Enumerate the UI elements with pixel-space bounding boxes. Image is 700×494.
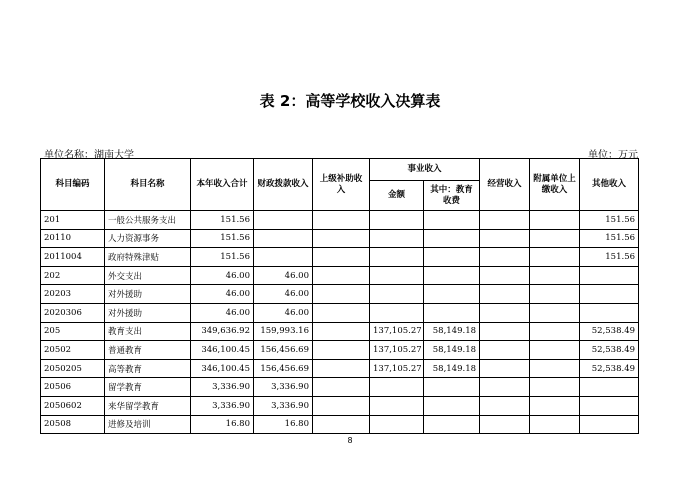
cell-business-amount: 137,105.27 [370,341,424,360]
cell-total: 46.00 [191,303,254,322]
cell-affiliated [530,285,580,304]
cell-business-amount [370,285,424,304]
cell-business-amount [370,396,424,415]
cell-business-amount [370,229,424,248]
table-row [41,229,639,248]
cell-business-amount [370,303,424,322]
table-row [41,322,639,341]
cell-fiscal: 46.00 [254,303,313,322]
cell-business-amount: 137,105.27 [370,322,424,341]
cell-total: 3,336.90 [191,396,254,415]
cell-total: 151.56 [191,248,254,267]
table-row [41,248,639,267]
cell-business-edu [424,266,480,285]
cell-other: 52,538.49 [580,359,639,378]
cell-fiscal: 3,336.90 [254,396,313,415]
cell-business-edu [424,285,480,304]
cell-superior [313,359,370,378]
cell-name: 人力资源事务 [105,229,191,248]
cell-other: 151.56 [580,248,639,267]
cell-other [580,266,639,285]
cell-code: 20502 [41,341,105,360]
header-operating: 经营收入 [480,159,530,211]
cell-business-amount [370,211,424,230]
cell-affiliated [530,359,580,378]
cell-other: 52,538.49 [580,322,639,341]
cell-other [580,378,639,397]
cell-name: 教育支出 [105,322,191,341]
cell-operating [480,266,530,285]
unit-measure: 单位：万元 [588,150,638,161]
cell-code: 2050602 [41,396,105,415]
cell-other [580,303,639,322]
header-fiscal: 财政拨款收入 [254,159,313,211]
header-code: 科目编码 [41,159,105,211]
cell-name: 政府特殊津贴 [105,248,191,267]
cell-code: 2011004 [41,248,105,267]
cell-affiliated [530,415,580,434]
cell-code: 20203 [41,285,105,304]
cell-total: 349,636.92 [191,322,254,341]
cell-superior [313,396,370,415]
header-annual-income: 本年收入合计 [191,159,254,211]
cell-operating [480,341,530,360]
header-superior: 上级补助收入 [313,159,370,211]
cell-business-amount [370,378,424,397]
cell-other [580,285,639,304]
cell-business-edu [424,211,480,230]
cell-superior [313,229,370,248]
cell-code: 20506 [41,378,105,397]
table-row [41,211,639,230]
table-row [41,396,639,415]
table-row [41,378,639,397]
cell-affiliated [530,341,580,360]
header-other: 其他收入 [580,159,639,211]
header-business-edu: 其中：教育收费 [424,181,480,211]
cell-total: 46.00 [191,266,254,285]
cell-fiscal [254,248,313,267]
cell-superior [313,303,370,322]
cell-name: 来华留学教育 [105,396,191,415]
cell-total: 346,100.45 [191,341,254,360]
cell-superior [313,378,370,397]
table-row [41,341,639,360]
cell-code: 2020306 [41,303,105,322]
cell-operating [480,229,530,248]
cell-business-amount: 137,105.27 [370,359,424,378]
cell-name: 一般公共服务支出 [105,211,191,230]
cell-affiliated [530,229,580,248]
page-title: 表 2：高等学校收入决算表 [259,92,441,110]
cell-business-edu [424,396,480,415]
cell-fiscal: 159,993.16 [254,322,313,341]
cell-other: 151.56 [580,229,639,248]
cell-business-amount [370,248,424,267]
cell-affiliated [530,248,580,267]
cell-total: 16.80 [191,415,254,434]
cell-operating [480,248,530,267]
cell-superior [313,211,370,230]
cell-fiscal: 46.00 [254,285,313,304]
cell-total: 151.56 [191,211,254,230]
cell-operating [480,303,530,322]
cell-affiliated [530,211,580,230]
cell-total: 151.56 [191,229,254,248]
cell-other [580,396,639,415]
cell-name: 对外援助 [105,285,191,304]
cell-affiliated [530,396,580,415]
cell-business-edu [424,415,480,434]
table-row [41,285,639,304]
table-row [41,359,639,378]
cell-superior [313,322,370,341]
cell-superior [313,341,370,360]
cell-operating [480,285,530,304]
cell-name: 普通教育 [105,341,191,360]
cell-business-edu [424,248,480,267]
cell-affiliated [530,378,580,397]
cell-fiscal [254,211,313,230]
cell-operating [480,359,530,378]
cell-business-edu: 58,149.18 [424,359,480,378]
income-table [40,158,639,434]
cell-business-edu: 58,149.18 [424,322,480,341]
cell-code: 205 [41,322,105,341]
cell-business-amount [370,266,424,285]
cell-name: 进修及培训 [105,415,191,434]
header-business: 事业收入 [370,159,480,181]
cell-other: 52,538.49 [580,341,639,360]
cell-fiscal [254,229,313,248]
table-row [41,415,639,434]
page-number: 8 [347,436,353,445]
cell-code: 20508 [41,415,105,434]
table-row [41,303,639,322]
cell-affiliated [530,322,580,341]
cell-name: 留学教育 [105,378,191,397]
cell-other: 151.56 [580,211,639,230]
cell-affiliated [530,266,580,285]
cell-operating [480,378,530,397]
cell-business-edu [424,378,480,397]
cell-fiscal: 16.80 [254,415,313,434]
unit-name: 单位名称：湖南大学 [44,150,134,161]
cell-code: 2050205 [41,359,105,378]
cell-business-amount [370,415,424,434]
cell-superior [313,266,370,285]
cell-business-edu [424,303,480,322]
cell-fiscal: 156,456.69 [254,359,313,378]
cell-total: 346,100.45 [191,359,254,378]
cell-superior [313,248,370,267]
header-business-amount: 金额 [370,181,424,211]
cell-code: 201 [41,211,105,230]
cell-other [580,415,639,434]
cell-code: 20110 [41,229,105,248]
cell-operating [480,396,530,415]
cell-fiscal: 46.00 [254,266,313,285]
cell-total: 3,336.90 [191,378,254,397]
header-name: 科目名称 [105,159,191,211]
cell-total: 46.00 [191,285,254,304]
cell-fiscal: 156,456.69 [254,341,313,360]
cell-name: 对外援助 [105,303,191,322]
cell-affiliated [530,303,580,322]
cell-operating [480,415,530,434]
cell-name: 外交支出 [105,266,191,285]
cell-superior [313,415,370,434]
table-row [41,266,639,285]
cell-code: 202 [41,266,105,285]
cell-operating [480,322,530,341]
cell-business-edu [424,229,480,248]
cell-operating [480,211,530,230]
header-affiliated: 附属单位上缴收入 [530,159,580,211]
cell-business-edu: 58,149.18 [424,341,480,360]
cell-superior [313,285,370,304]
cell-fiscal: 3,336.90 [254,378,313,397]
cell-name: 高等教育 [105,359,191,378]
